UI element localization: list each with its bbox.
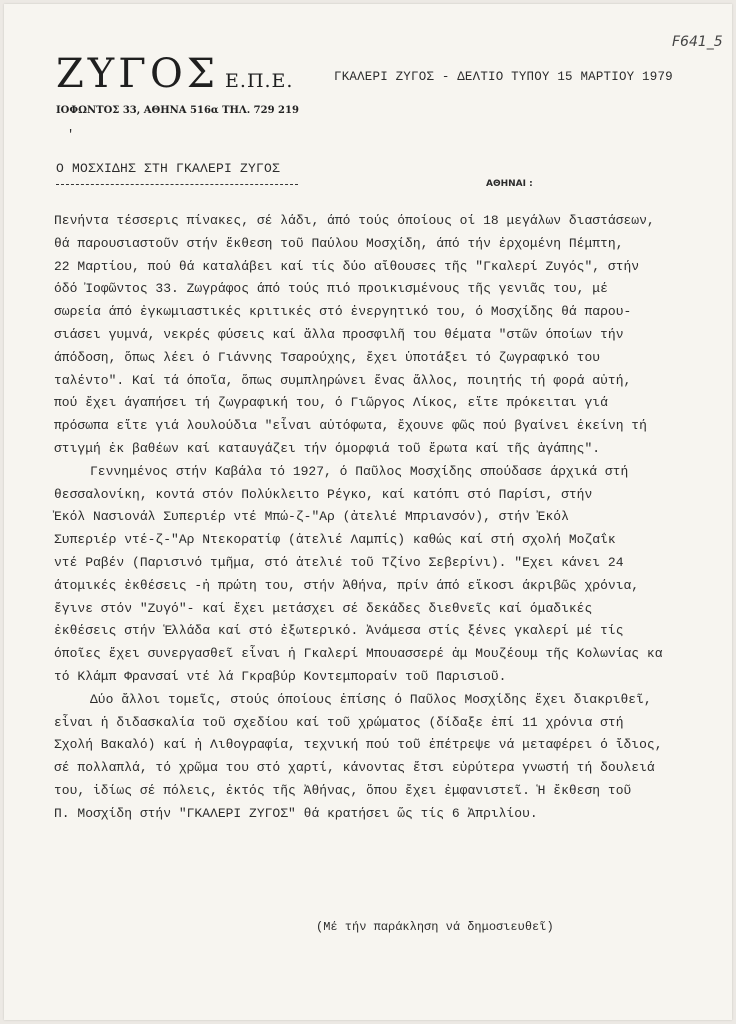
letterhead <box>56 51 299 116</box>
body-line: όποῖες ἔχει συνεργασθεῖ εἶναι ἡ Γκαλερί Μπουασσερέ ἀμ Μουζέουμ τῆς Κολωνίας κα <box>54 646 663 662</box>
body-line: πρόσωπα εἴτε γιά λουλούδια "εἶναι αὐτόφωτα, ἔχουνε φῶς πού βγαίνει ἐκείνη τή <box>54 418 647 434</box>
body-line: πού ἔχει άγαπήσει τή ζωγραφική του, ό Γιῶργος Λίκος, εἴτε πρόκειται γιά <box>54 395 608 411</box>
body-line: Π. Μοσχίδη στήν "ΓΚΑΛΕΡΙ ΖΥΓΟΣ" θά κρατήσει ὥς τίς 6 Ἀπριλίου. <box>54 805 538 821</box>
body-line: Συπεριέρ ντέ-ζ-"Αρ Ντεκορατίφ (ἀτελιέ Λαμπίς) καθώς καί στή σχολή Μοζαΐκ <box>54 532 616 548</box>
letterhead-name: ΖΥΓΟΣ <box>56 51 220 97</box>
archive-code: F641_5 <box>672 34 723 50</box>
body-text <box>54 210 724 826</box>
body-line: του, ἰδίως σέ πόλεις, ἐκτός τῆς Ἀθήνας, ὅπου ἔχει ἐμφανιστεῖ. Ἡ ἔκθεση τοῦ <box>54 782 632 798</box>
body-line: τό Κλάμπ Φρανσαί ντέ λά Γκραβύρ Κοντεμποραίν τοῦ Παρισιοῦ. <box>54 668 507 684</box>
body-line: θεσσαλονίκη, κοντά στόν Πολύκλειτο Ρέγκο, καί κατόπι στό Παρίσι, στήν <box>54 486 593 502</box>
press-release-header: ΓΚΑΛΕΡΙ ΖΥΓΟΣ - ΔΕΛΤΙΟ ΤΥΠΟΥ 15 ΜΑΡΤΙΟΥ 1979 <box>334 70 673 84</box>
headline-underline <box>56 184 298 185</box>
body-line: στιγμή ἐκ βαθέων καί καταυγάζει τήν όμορφιά τοῦ ἔρωτα καί τῆς ἀγάπης". <box>54 440 601 456</box>
press-release-page <box>4 4 732 1020</box>
body-line: Πενήντα τέσσερις πίνακες, σέ λάδι, άπό τούς όποίους οί 18 μεγάλων διαστάσεων, <box>54 213 655 228</box>
body-line: 22 Μαρτίου, πού θά καταλάβει καί τίς δύο αἴθουσες τῆς "Γκαλερί Ζυγός", στήν <box>54 258 640 274</box>
place-label: ΑΘΗΝΑΙ : <box>486 179 533 189</box>
margin-mark: ' <box>67 128 75 142</box>
body-line: Ἐκόλ Νασιονάλ Συπεριέρ ντέ Μπώ-ζ-"Αρ (ἀτελιέ Μπριανσόν), στήν Ἐκόλ <box>54 509 569 525</box>
body-line: ἔγινε στόν "Ζυγό"- καί ἔχει μετάσχει σέ δεκάδες διεθνεῖς καί όμαδικές <box>54 600 593 616</box>
headline: Ο ΜΟΣΧΙΔΗΣ ΣΤΗ ΓΚΑΛΕΡΙ ΖΥΓΟΣ <box>56 161 281 176</box>
body-line: ἐκθέσεις στήν Ἑλλάδα καί στό ἐξωτερικό. Ἀνάμεσα στίς ξένες γκαλερί μέ τίς <box>54 623 624 639</box>
body-line: σιάσει γυμνά, νεκρές φύσεις καί ἄλλα προσφιλῆ του θέματα "στῶν όποίων τήν <box>54 326 624 342</box>
body-line: σωρεία άπό ἐγκωμιαστικές κριτικές στό ἐνεργητικό του, ό Μοσχίδης θά παρου- <box>54 304 632 320</box>
letterhead-address: ΙΟΦΩΝΤΟΣ 33, ΑΘΗΝΑ 516α ΤΗΛ. 729 219 <box>56 105 299 116</box>
closing-note: (Μέ τήν παράκληση νά δημοσιευθεῖ) <box>316 920 554 934</box>
body-line: άτομικές ἐκθέσεις -ἡ πρώτη του, στήν Ἀθήνα, πρίν άπό εἴκοσι άκριβῶς χρόνια, <box>54 577 640 593</box>
body-line: άπόδοση, ὅπως λέει ό Γιάννης Τσαρούχης, ἔχει ὑποτάξει τό ζωγραφικό του <box>54 349 601 365</box>
body-line: όδό Ἰοφῶντος 33. Ζωγράφος άπό τούς πιό προικισμένους τῆς γενιᾶς του, μέ <box>54 281 608 297</box>
letterhead-logo <box>56 51 299 101</box>
letterhead-suffix: Ε.Π.Ε. <box>225 70 294 92</box>
body-line: Δύο ἄλλοι τομεῖς, στούς όποίους ἐπίσης ό Παῦλος Μοσχίδης ἔχει διακριθεῖ, <box>90 691 652 707</box>
body-line: Σχολή Βακαλό) καί ἡ Λιθογραφία, τεχνική πού τοῦ ἐπέτρεψε νά μεταφέρει ό ἴδιος, <box>54 737 663 753</box>
body-line: σέ πολλαπλά, τό χρῶμα του στό χαρτί, κάνοντας ἔτσι εὐρύτερα γνωστή τή δουλειά <box>54 760 655 776</box>
body-line: θά παρουσιαστοῦν στήν ἔκθεση τοῦ Παύλου Μοσχίδη, άπό τήν ἐρχομένη Πέμπτη, <box>54 235 624 251</box>
body-line: ταλέντο". Καί τά όποῖα, ὅπως συμπληρώνει ἕνας ἄλλος, ποιητής τή φορά αὐτή, <box>54 372 632 388</box>
body-line: Γεννημένος στήν Καβάλα τό 1927, ό Παῦλος Μοσχίδης σπούδασε άρχικά στή <box>90 463 629 479</box>
body-line: εἶναι ἡ διδασκαλία τοῦ σχεδίου καί τοῦ χρώματος (δίδαξε ἐπί 11 χρόνια στή <box>54 714 624 730</box>
body-line: ντέ Ραβέν (Παρισινό τμῆμα, στό ἀτελιέ τοῦ Τζίνο Σεβερίνι). "Εχει κάνει 24 <box>54 554 624 570</box>
